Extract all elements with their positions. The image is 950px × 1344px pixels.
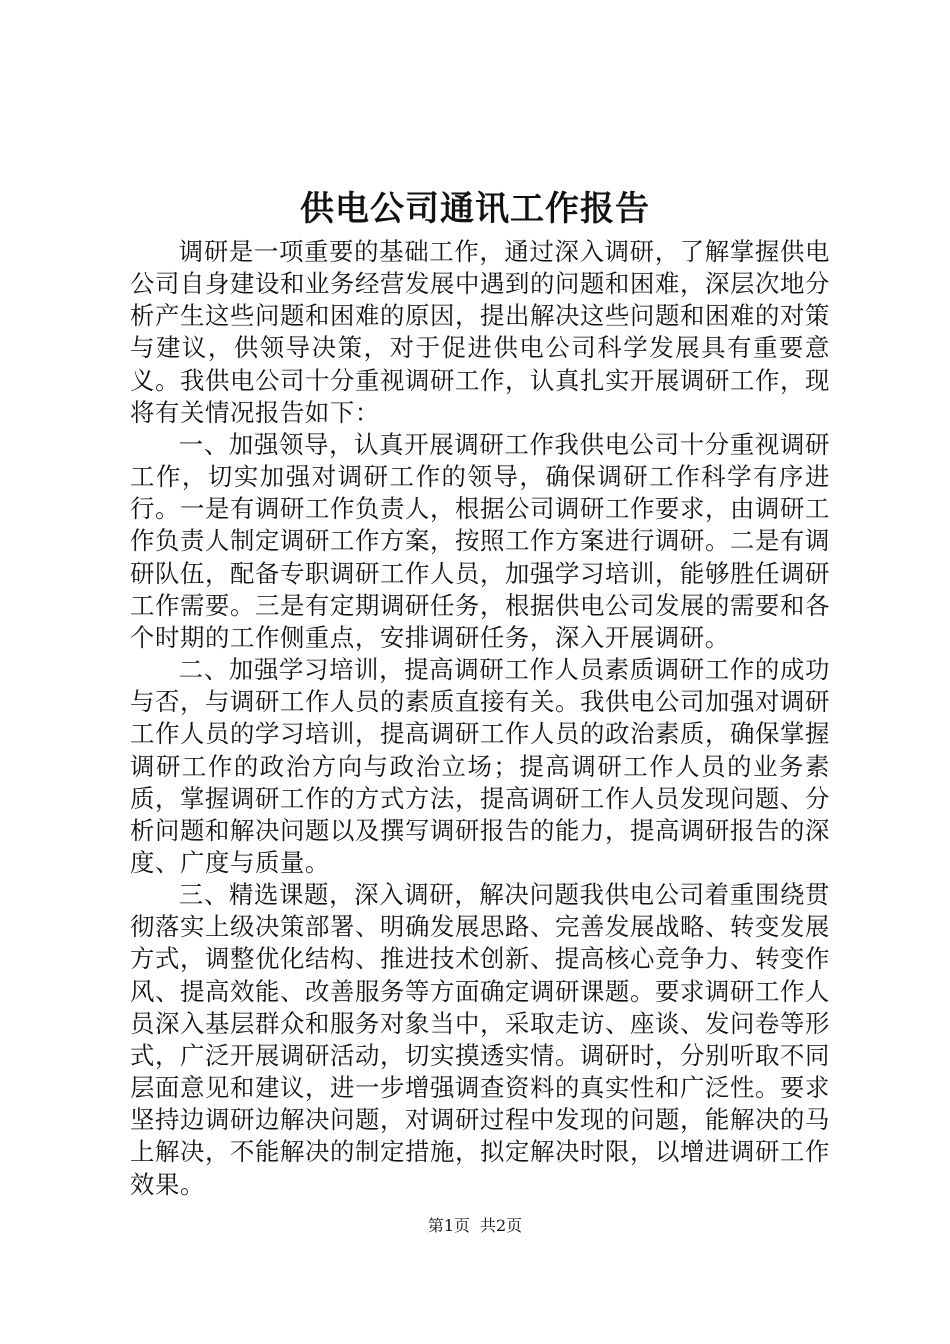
paragraph-section-3: 三、精选课题，深入调研，解决问题我供电公司着重围绕贯彻落实上级决策部署、明确发展思路、完善发展战略、转变发展方式，调整优化结构、推进技术创新、提高核心竞争力、转变作风、提高效能、改善服务等方面确定调研课题。要求调研工作人员深入基层群众和服务对象当中，采取走访、座谈、发问卷等形式，广泛开展调研活动，切实摸透实情。调研时，分别听取不同层面意见和建议，进一步增强调查资料的真实性和广泛性。要求坚持边调研边解决问题，对调研过程中发现的问题，能解决的马上解决，不能解决的制定措施，拟定解决时限，以增进调研工作效果。: [130, 880, 830, 1199]
paragraph-section-1: 一、加强领导，认真开展调研工作我供电公司十分重视调研工作，切实加强对调研工作的领导，确保调研工作科学有序进行。一是有调研工作负责人，根据公司调研工作要求，由调研工作负责人制定调研工作方案，按照工作方案进行调研。二是有调研队伍，配备专职调研工作人员，加强学习培训，能够胜任调研工作需要。三是有定期调研任务，根据供电公司发展的需要和各个时期的工作侧重点，安排调研任务，深入开展调研。: [130, 429, 830, 652]
page-footer: [0, 1214, 950, 1238]
paragraph-section-2: 二、加强学习培训，提高调研工作人员素质调研工作的成功与否，与调研工作人员的素质直接有关。我供电公司加强对调研工作人员的学习培训，提高调研工作人员的政治素质，确保掌握调研工作的政治方向与政治立场；提高调研工作人员的业务素质，掌握调研工作的方式方法，提高调研工作人员发现问题、分析问题和解决问题以及撰写调研报告的能力，提高调研报告的深度、广度与质量。: [130, 655, 830, 877]
page-number: 第1页: [427, 1216, 470, 1235]
document-title: 供电公司通讯工作报告: [300, 189, 650, 229]
document-body: [130, 236, 830, 1201]
paragraph-intro: 调研是一项重要的基础工作，通过深入调研，了解掌握供电公司自身建设和业务经营发展中遇到的问题和困难，深层次地分析产生这些问题和困难的原因，提出解决这些问题和困难的对策与建议，供领导决策，对于促进供电公司科学发展具有重要意义。我供电公司十分重视调研工作，认真扎实开展调研工作，现将有关情况报告如下：: [130, 237, 830, 427]
page-total: 共2页: [480, 1216, 523, 1235]
